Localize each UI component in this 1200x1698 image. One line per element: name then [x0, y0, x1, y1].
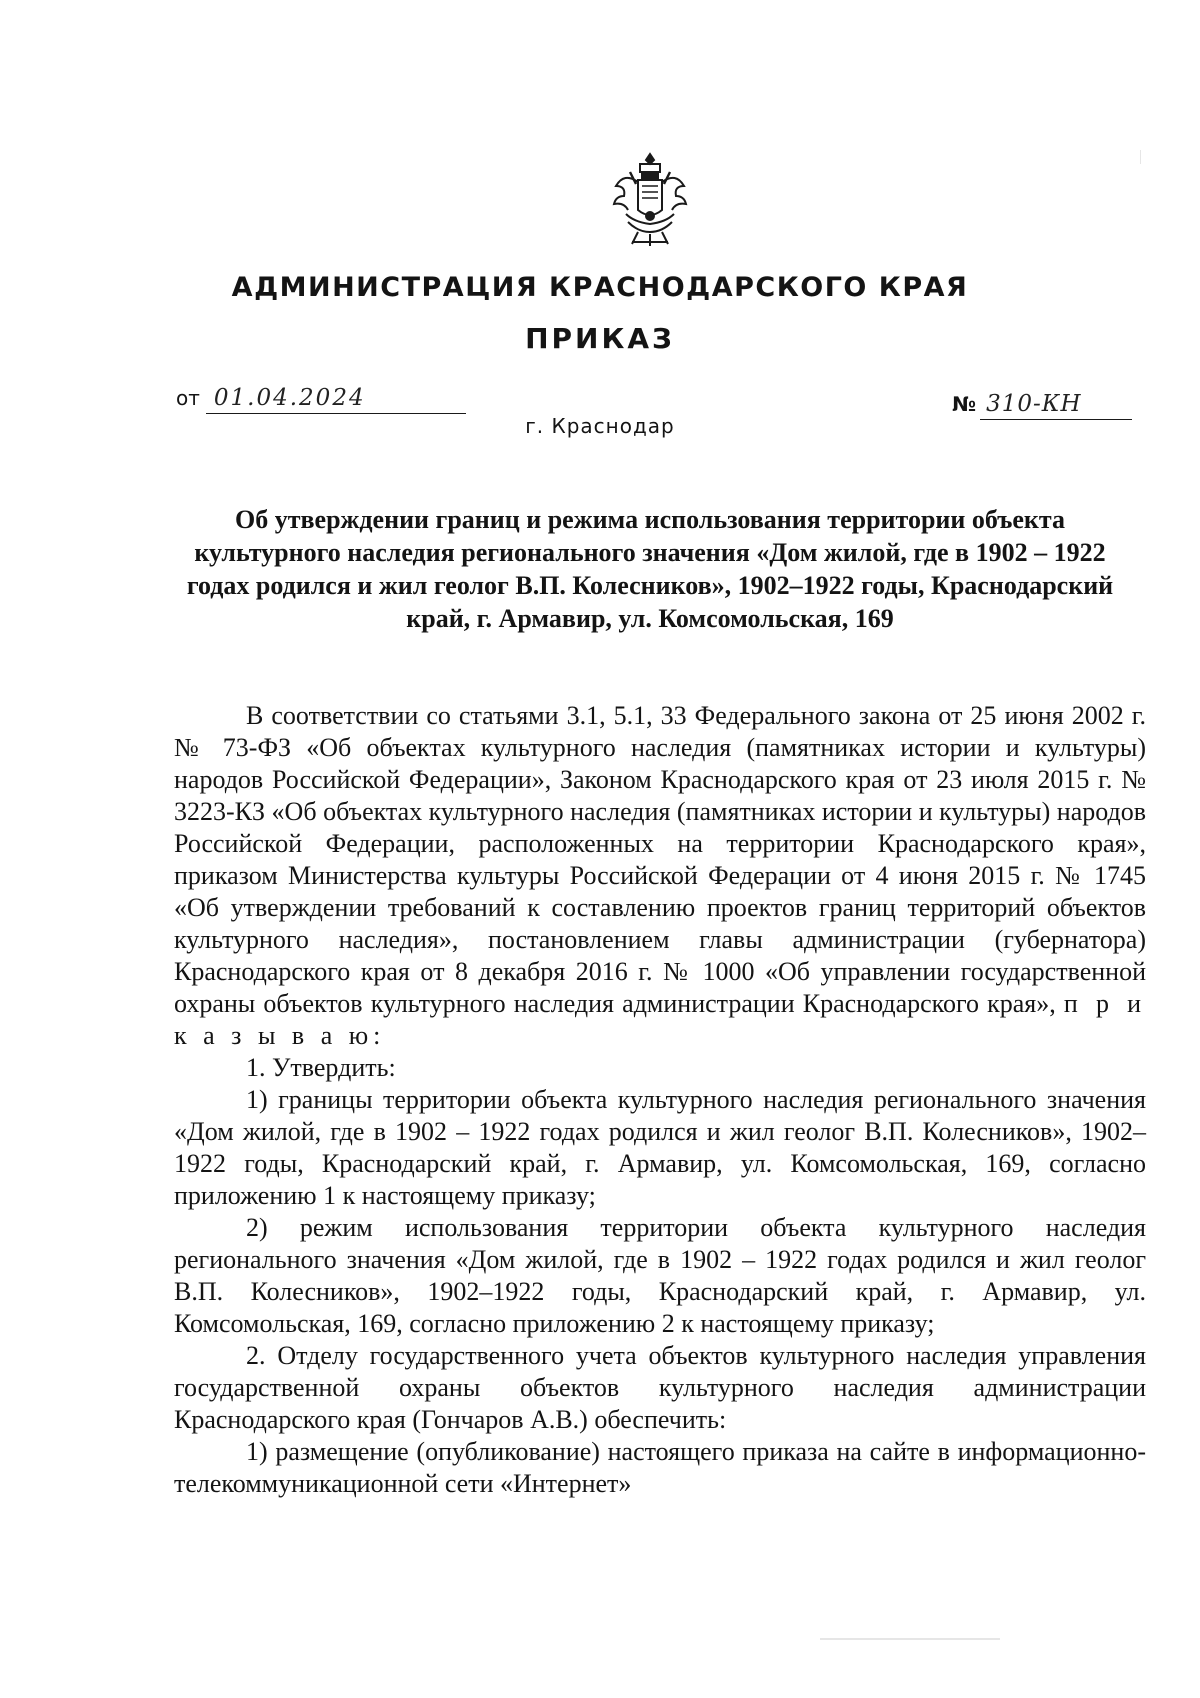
- preamble-text: В соответствии со статьями 3.1, 5.1, 33 Федерального закона от 25 июня 2002 г. № 73-ФЗ «Об объектах культурного наследия (памятниках истории и культуры) народов Российской Федерации», Законом Краснодарского края от 23 июля 2015 г. № 3223-КЗ «Об объектах культурного наследия (памятниках истории и культуры) народов Российской Федерации, расположенных на территории Краснодарского края», приказом Министерства культуры Российской Федерации от 4 июня 2015 г. № 1745 «Об утверждении требований к составлению проектов границ территорий объектов культурного наследия», постановлением главы администрации (губернатора) Краснодарского края от 8 декабря 2016 г. № 1000 «Об управлении государственной охраны объектов культурного наследия администрации Краснодарского края»,: [174, 701, 1146, 1018]
- date-field: [176, 386, 466, 414]
- item-2-1: 1) размещение (опубликование) настоящего приказа на сайте в информационно-телекоммуникационной сети «Интернет»: [174, 1437, 1146, 1498]
- coat-of-arms-icon: [608, 150, 692, 250]
- item-1-2: 2) режим использования территории объекта культурного наследия регионального значения «Дом жилой, где в 1902 – 1922 годах родился и жил геолог В.П. Колесников», 1902–1922 годы, Краснодарский край, г. Армавир, ул. Комсомольская, 169, согласно приложению 2 к настоящему приказу;: [174, 1213, 1146, 1338]
- scan-artifact: [820, 1638, 1000, 1640]
- order-word: п р и к а з ы в а ю:: [174, 989, 1146, 1050]
- document-type: ПРИКАЗ: [525, 322, 675, 355]
- document-subject: Об утверждении границ и режима использования территории объекта культурного наследия регионального значения «Дом жилой, где в 1902 – 1922 годах родился и жил геолог В.П. Колесников», 1902–1922 годы, Краснодарский край, г. Армавир, ул. Комсомольская, 169: [186, 505, 1114, 633]
- organization-title: АДМИНИСТРАЦИЯ КРАСНОДАРСКОГО КРАЯ: [231, 272, 969, 303]
- number-handwritten: 310-КН: [980, 393, 1132, 420]
- item-2: 2. Отделу государственного учета объектов культурного наследия управления государственной охраны объектов культурного наследия администрации Краснодарского края (Гончаров А.В.) обеспечить:: [174, 1341, 1146, 1434]
- date-prefix: от: [176, 386, 200, 410]
- item-1-1: 1) границы территории объекта культурного наследия регионального значения «Дом жилой, где в 1902 – 1922 годах родился и жил геолог В.П. Колесников», 1902–1922 годы, Краснодарский край, г. Армавир, ул. Комсомольская, 169, согласно приложению 1 к настоящему приказу;: [174, 1085, 1146, 1210]
- city-label: г. Краснодар: [525, 414, 675, 438]
- preamble-paragraph: [174, 700, 1146, 1052]
- item-1: 1. Утвердить:: [246, 1053, 396, 1082]
- document-body: [174, 700, 1146, 1500]
- date-handwritten: 01.04.2024: [206, 387, 466, 414]
- scan-artifact: [1140, 150, 1141, 164]
- number-prefix: №: [952, 392, 977, 416]
- number-field: [952, 392, 1132, 420]
